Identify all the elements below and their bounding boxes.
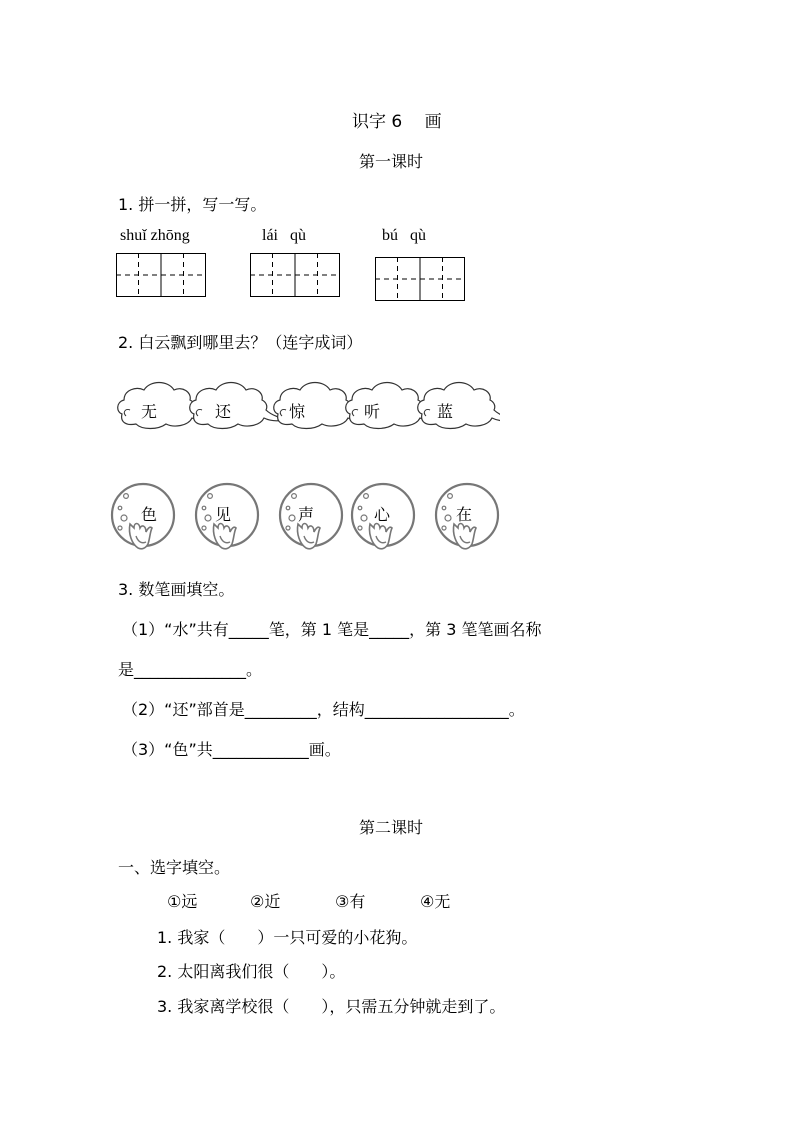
writing-grid-2[interactable]: [250, 253, 342, 299]
writing-grid-3[interactable]: [375, 257, 467, 303]
cloud-5[interactable]: [418, 383, 500, 429]
ball-char-5: 在: [456, 505, 473, 524]
ball-char-2: 见: [215, 505, 232, 524]
cloud-char-4: 听: [364, 402, 381, 421]
ball-char-3: 声: [298, 505, 315, 524]
lesson2-section: 一、选字填空。: [118, 858, 231, 877]
q3-line1: （1）“水”共有_____笔，第 1 笔是_____，第 3 笔笔画名称: [122, 620, 542, 639]
cloud-char-5: 蓝: [437, 402, 454, 421]
lesson2-heading: 第二课时: [359, 818, 424, 837]
cloud-char-2: 还: [215, 402, 232, 421]
option-3: ③有: [335, 892, 366, 911]
q2-label: 2. 白云飘到哪里去？（连字成词）: [118, 333, 363, 352]
q3-line2: 是______________。: [118, 660, 263, 679]
sentence-2: 2. 太阳离我们很（ ）。: [157, 962, 346, 981]
cloud-char-1: 无: [141, 402, 158, 421]
option-1: ①远: [167, 892, 198, 911]
pinyin-3: bú qù: [382, 227, 426, 244]
pinyin-2: lái qù: [262, 227, 306, 244]
writing-grid-1[interactable]: [116, 253, 208, 299]
q3-line4: （3）“色”共____________画。: [122, 740, 341, 759]
q1-label: 1. 拼一拼，写一写。: [118, 195, 267, 214]
option-2: ②近: [250, 892, 281, 911]
cloud-char-3: 惊: [289, 402, 306, 421]
q3-label: 3. 数笔画填空。: [118, 580, 235, 599]
pinyin-1: shuǐ zhōng: [120, 227, 190, 244]
cloud-2[interactable]: [190, 383, 284, 429]
sentence-3: 3. 我家离学校很（ ），只需五分钟就走到了。: [157, 997, 506, 1016]
option-4: ④无: [420, 892, 451, 911]
lesson1-heading: 第一课时: [359, 152, 424, 171]
sentence-1: 1. 我家（ ）一只可爱的小花狗。: [157, 928, 418, 947]
ball-char-4: 心: [374, 505, 391, 524]
page-title: 识字 6 画: [352, 112, 442, 132]
q3-line3: （2）“还”部首是_________，结构__________________。: [122, 700, 525, 719]
ball-char-1: 色: [141, 505, 158, 524]
